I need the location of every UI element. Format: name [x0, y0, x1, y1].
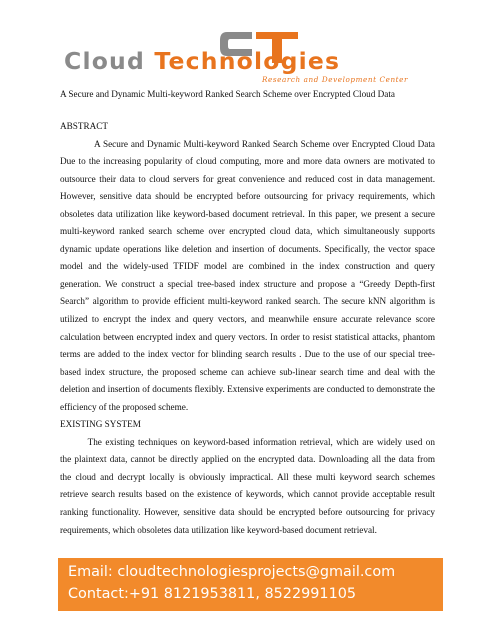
- logo-name-technologies: Technologies: [154, 47, 341, 75]
- contact-email: Email: cloudtechnologiesprojects@gmail.com: [68, 564, 396, 580]
- document-body: [60, 118, 435, 539]
- logo-wordmark: [64, 47, 464, 75]
- existing-system-heading: EXISTING SYSTEM: [60, 419, 141, 430]
- abstract-heading: ABSTRACT: [60, 121, 108, 131]
- contact-banner: [58, 558, 443, 611]
- document-title: A Secure and Dynamic Multi-keyword Ranked Search Scheme over Encrypted Cloud Data: [60, 89, 395, 99]
- existing-system-paragraph: The existing techniques on keyword-based information retrieval, which are widely used on the plaintext data, cannot be directly applied on the encrypted data. Downloading all the data from the cloud and decrypt locally is obviously impractical. All these multi keyword search schemes retrieve search results based on the existence of keywords, which cannot provide acceptable result ranking functionality. However, sensitive data should be encrypted before outsourcing for privacy requirements, which obsoletes data utilization like keyword-based document retrieval.: [60, 436, 435, 535]
- company-logo: [0, 0, 495, 88]
- contact-phone: Contact:+91 8121953811, 8522991105: [68, 586, 357, 602]
- logo-name-cloud: Cloud: [64, 47, 155, 75]
- logo-tagline: Research and Development Center: [262, 75, 409, 84]
- abstract-paragraph: A Secure and Dynamic Multi-keyword Ranked Search Scheme over Encrypted Cloud Data Due to the increasing popularity of cloud computing, more and more data owners are motivated to outsource their data to cloud servers for great convenience and reduced cost in data management. However, sensitive data should be encrypted before outsourcing for privacy requirements, which obsoletes data utilization like keyword-based document retrieval. In this paper, we present a secure multi-keyword ranked search scheme over encrypted cloud data, which simultaneously supports dynamic update operations like deletion and insertion of documents. Specifically, the vector space model and the widely-used TFIDF model are combined in the index construction and query generation. We construct a special tree-based index structure and propose a “Greedy Depth-first Search” algorithm to provide efficient multi-keyword ranked search. The secure kNN algorithm is utilized to encrypt the index and query vectors, and meanwhile ensure accurate relevance score calculation between encrypted index and query vectors. In order to resist statistical attacks, phantom terms are added to the index vector for blinding search results . Due to the use of our special tree-based index structure, the proposed scheme can achieve sub-linear search time and deal with the deletion and insertion of documents flexibly. Extensive experiments are conducted to demonstrate the efficiency of the proposed scheme.: [60, 138, 435, 412]
